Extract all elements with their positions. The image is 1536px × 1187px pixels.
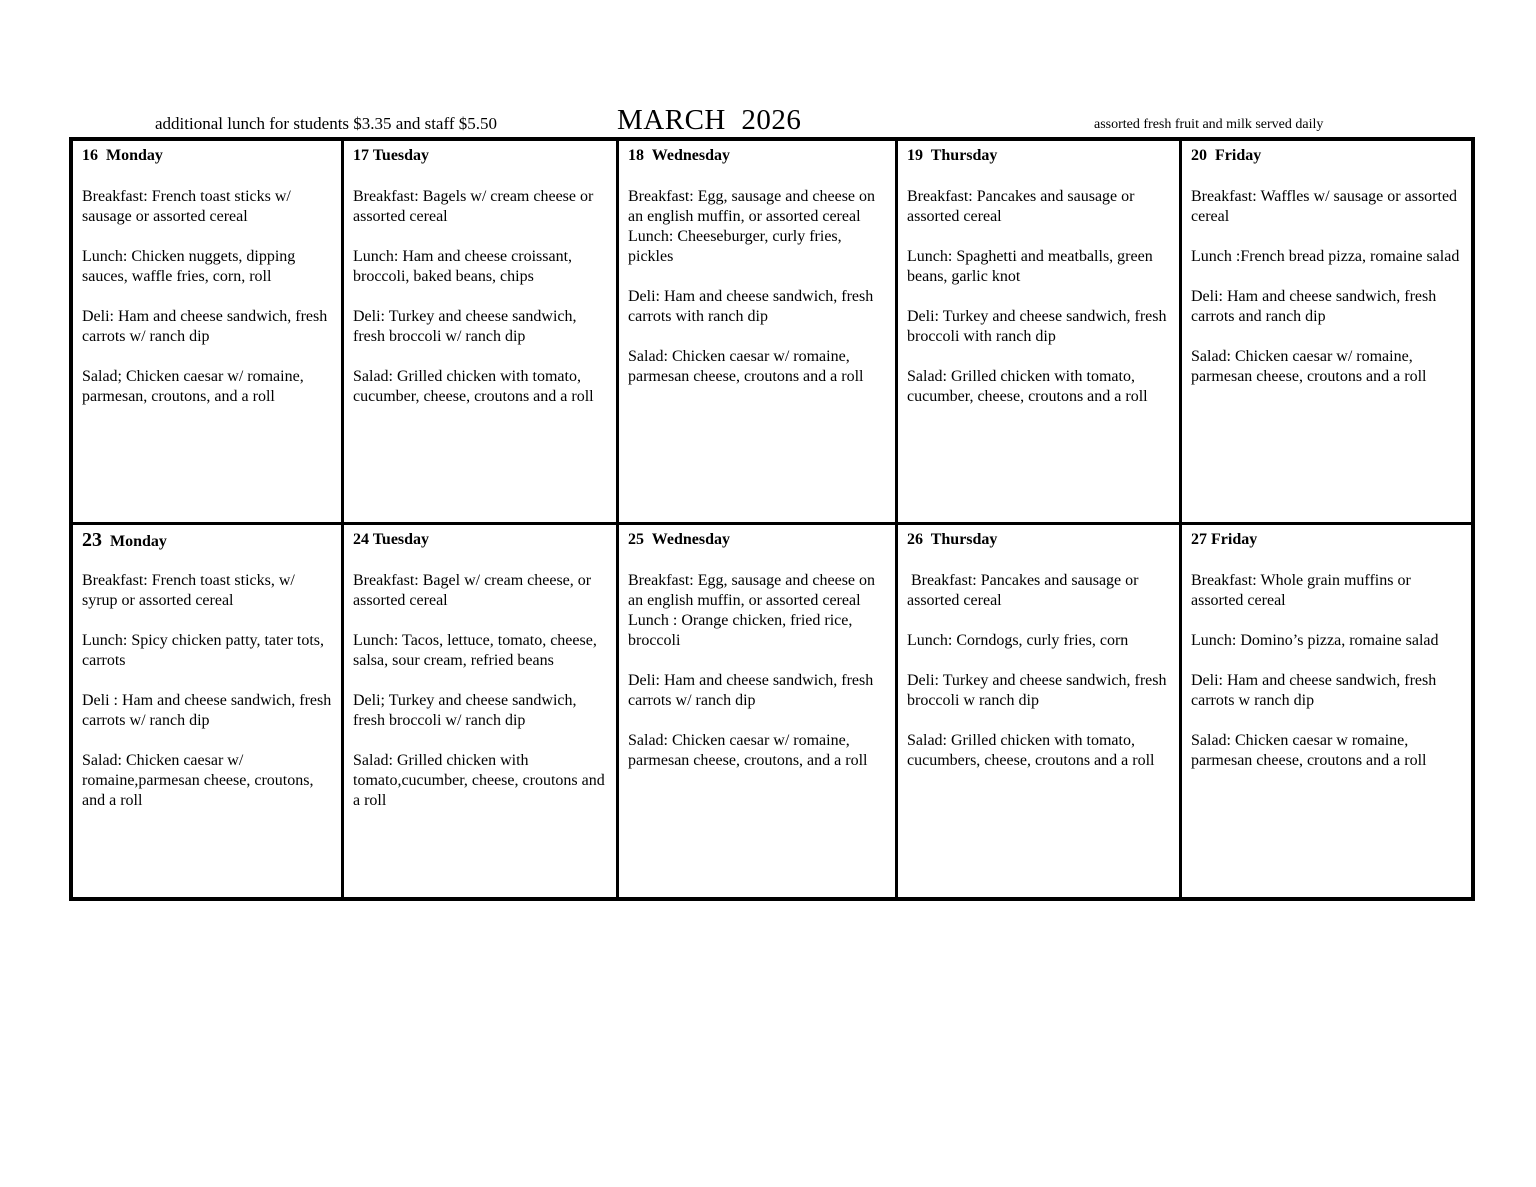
salad-entry: Salad; Chicken caesar w/ romaine, parmesan, croutons, and a roll: [82, 368, 304, 405]
day-name: Friday: [1215, 147, 1262, 164]
lunch-entry: Lunch: Cheeseburger, curly fries, pickles: [628, 228, 842, 265]
day-number: 27: [1191, 531, 1207, 548]
page-title: MARCH 2026: [617, 104, 802, 136]
deli-entry: Deli: Ham and cheese sandwich, fresh carrots and ranch dip: [1191, 288, 1437, 325]
salad-entry: Salad: Chicken caesar w romaine, parmesan cheese, croutons and a roll: [1191, 732, 1427, 769]
deli-entry: Deli: Ham and cheese sandwich, fresh carrots with ranch dip: [628, 288, 874, 325]
lunch-entry: Lunch: Corndogs, curly fries, corn: [907, 632, 1129, 649]
day-name: Monday: [110, 533, 167, 550]
deli-entry: Deli: Turkey and cheese sandwich, fresh broccoli w ranch dip: [907, 672, 1167, 709]
additional-lunch-price-note: additional lunch for students $3.35 and staff $5.50: [155, 114, 497, 133]
day-cell-16: [73, 141, 341, 522]
day-cell-25: [616, 525, 895, 898]
day-cell-26: [895, 525, 1179, 898]
day-heading: [907, 147, 1171, 187]
week-row-1: [73, 141, 1471, 525]
breakfast-entry: Breakfast: Bagel w/ cream cheese, or assorted cereal: [353, 572, 592, 609]
lunch-entry: Lunch :French bread pizza, romaine salad: [1191, 248, 1460, 265]
breakfast-entry: Breakfast: Waffles w/ sausage or assorted cereal: [1191, 188, 1458, 225]
day-heading: [907, 531, 1171, 571]
day-heading: [1191, 147, 1465, 187]
breakfast-entry: Breakfast: Whole grain muffins or assorted cereal: [1191, 572, 1411, 609]
deli-entry: Deli: Ham and cheese sandwich, fresh carrots w ranch dip: [1191, 672, 1437, 709]
day-heading: [1191, 531, 1465, 571]
lunch-entry: Lunch: Tacos, lettuce, tomato, cheese, salsa, sour cream, refried beans: [353, 632, 597, 669]
day-number: 26: [907, 531, 923, 548]
day-cell-20: [1179, 141, 1473, 522]
day-name: Monday: [106, 147, 163, 164]
lunch-entry: Lunch: Chicken nuggets, dipping sauces, waffle fries, corn, roll: [82, 248, 296, 285]
day-heading: [82, 531, 333, 571]
salad-entry: Salad: Grilled chicken with tomato,cucumber, cheese, croutons and a roll: [353, 752, 605, 809]
day-number: 25: [628, 531, 644, 548]
salad-entry: Salad: Chicken caesar w/ romaine, parmesan cheese, croutons, and a roll: [628, 732, 868, 769]
breakfast-entry: Breakfast: Bagels w/ cream cheese or assorted cereal: [353, 188, 594, 225]
deli-entry: Deli : Ham and cheese sandwich, fresh carrots w/ ranch dip: [82, 692, 332, 729]
day-cell-19: [895, 141, 1179, 522]
day-name: Thursday: [930, 531, 998, 548]
day-cell-27: [1179, 525, 1473, 898]
day-number: 20: [1191, 147, 1207, 164]
salad-entry: Salad: Chicken caesar w/ romaine,parmesan cheese, croutons, and a roll: [82, 752, 314, 809]
salad-entry: Salad: Grilled chicken with tomato, cucumber, cheese, croutons and a roll: [353, 368, 594, 405]
breakfast-entry: Breakfast: Egg, sausage and cheese on an english muffin, or assorted cereal: [628, 188, 876, 225]
breakfast-entry: Breakfast: Pancakes and sausage or assorted cereal: [907, 188, 1135, 225]
deli-entry: Deli: Turkey and cheese sandwich, fresh broccoli w/ ranch dip: [353, 308, 577, 345]
deli-entry: Deli: Ham and cheese sandwich, fresh carrots w/ ranch dip: [628, 672, 874, 709]
day-number: 18: [628, 147, 644, 164]
day-name: Tuesday: [372, 531, 430, 548]
day-heading: [82, 147, 333, 187]
fruit-milk-note: assorted fresh fruit and milk served daily: [1094, 117, 1324, 132]
day-heading: [353, 531, 608, 571]
menu-calendar-grid: [69, 137, 1475, 901]
breakfast-entry: Breakfast: Egg, sausage and cheese on an english muffin, or assorted cereal: [628, 572, 876, 609]
day-name: Tuesday: [372, 147, 430, 164]
day-number: 23: [82, 529, 102, 551]
day-cell-23: [73, 525, 341, 898]
lunch-entry: Lunch : Orange chicken, fried rice, broccoli: [628, 612, 853, 649]
salad-entry: Salad: Chicken caesar w/ romaine, parmesan cheese, croutons and a roll: [628, 348, 864, 385]
day-number: 16: [82, 147, 98, 164]
lunch-entry: Lunch: Domino’s pizza, romaine salad: [1191, 632, 1439, 649]
day-cell-17: [341, 141, 616, 522]
breakfast-entry: Breakfast: Pancakes and sausage or assorted cereal: [907, 572, 1143, 609]
day-name: Wednesday: [651, 147, 730, 164]
day-name: Wednesday: [651, 531, 730, 548]
salad-entry: Salad: Grilled chicken with tomato, cucumbers, cheese, croutons and a roll: [907, 732, 1155, 769]
day-heading: [353, 147, 608, 187]
week-row-2: [73, 525, 1471, 898]
day-heading: [628, 531, 887, 571]
day-name: Friday: [1211, 531, 1258, 548]
day-cell-18: [616, 141, 895, 522]
deli-entry: Deli; Turkey and cheese sandwich, fresh broccoli w/ ranch dip: [353, 692, 577, 729]
deli-entry: Deli: Turkey and cheese sandwich, fresh broccoli with ranch dip: [907, 308, 1167, 345]
day-name: Thursday: [930, 147, 998, 164]
day-number: 24: [353, 531, 369, 548]
breakfast-entry: Breakfast: French toast sticks w/ sausage or assorted cereal: [82, 188, 291, 225]
lunch-entry: Lunch: Spaghetti and meatballs, green beans, garlic knot: [907, 248, 1153, 285]
deli-entry: Deli: Ham and cheese sandwich, fresh carrots w/ ranch dip: [82, 308, 328, 345]
day-cell-24: [341, 525, 616, 898]
day-heading: [628, 147, 887, 187]
salad-entry: Salad: Grilled chicken with tomato, cucumber, cheese, croutons and a roll: [907, 368, 1148, 405]
breakfast-entry: Breakfast: French toast sticks, w/ syrup or assorted cereal: [82, 572, 295, 609]
lunch-entry: Lunch: Ham and cheese croissant, broccoli, baked beans, chips: [353, 248, 573, 285]
day-number: 19: [907, 147, 923, 164]
day-number: 17: [353, 147, 369, 164]
lunch-entry: Lunch: Spicy chicken patty, tater tots, carrots: [82, 632, 325, 669]
salad-entry: Salad: Chicken caesar w/ romaine, parmesan cheese, croutons and a roll: [1191, 348, 1427, 385]
